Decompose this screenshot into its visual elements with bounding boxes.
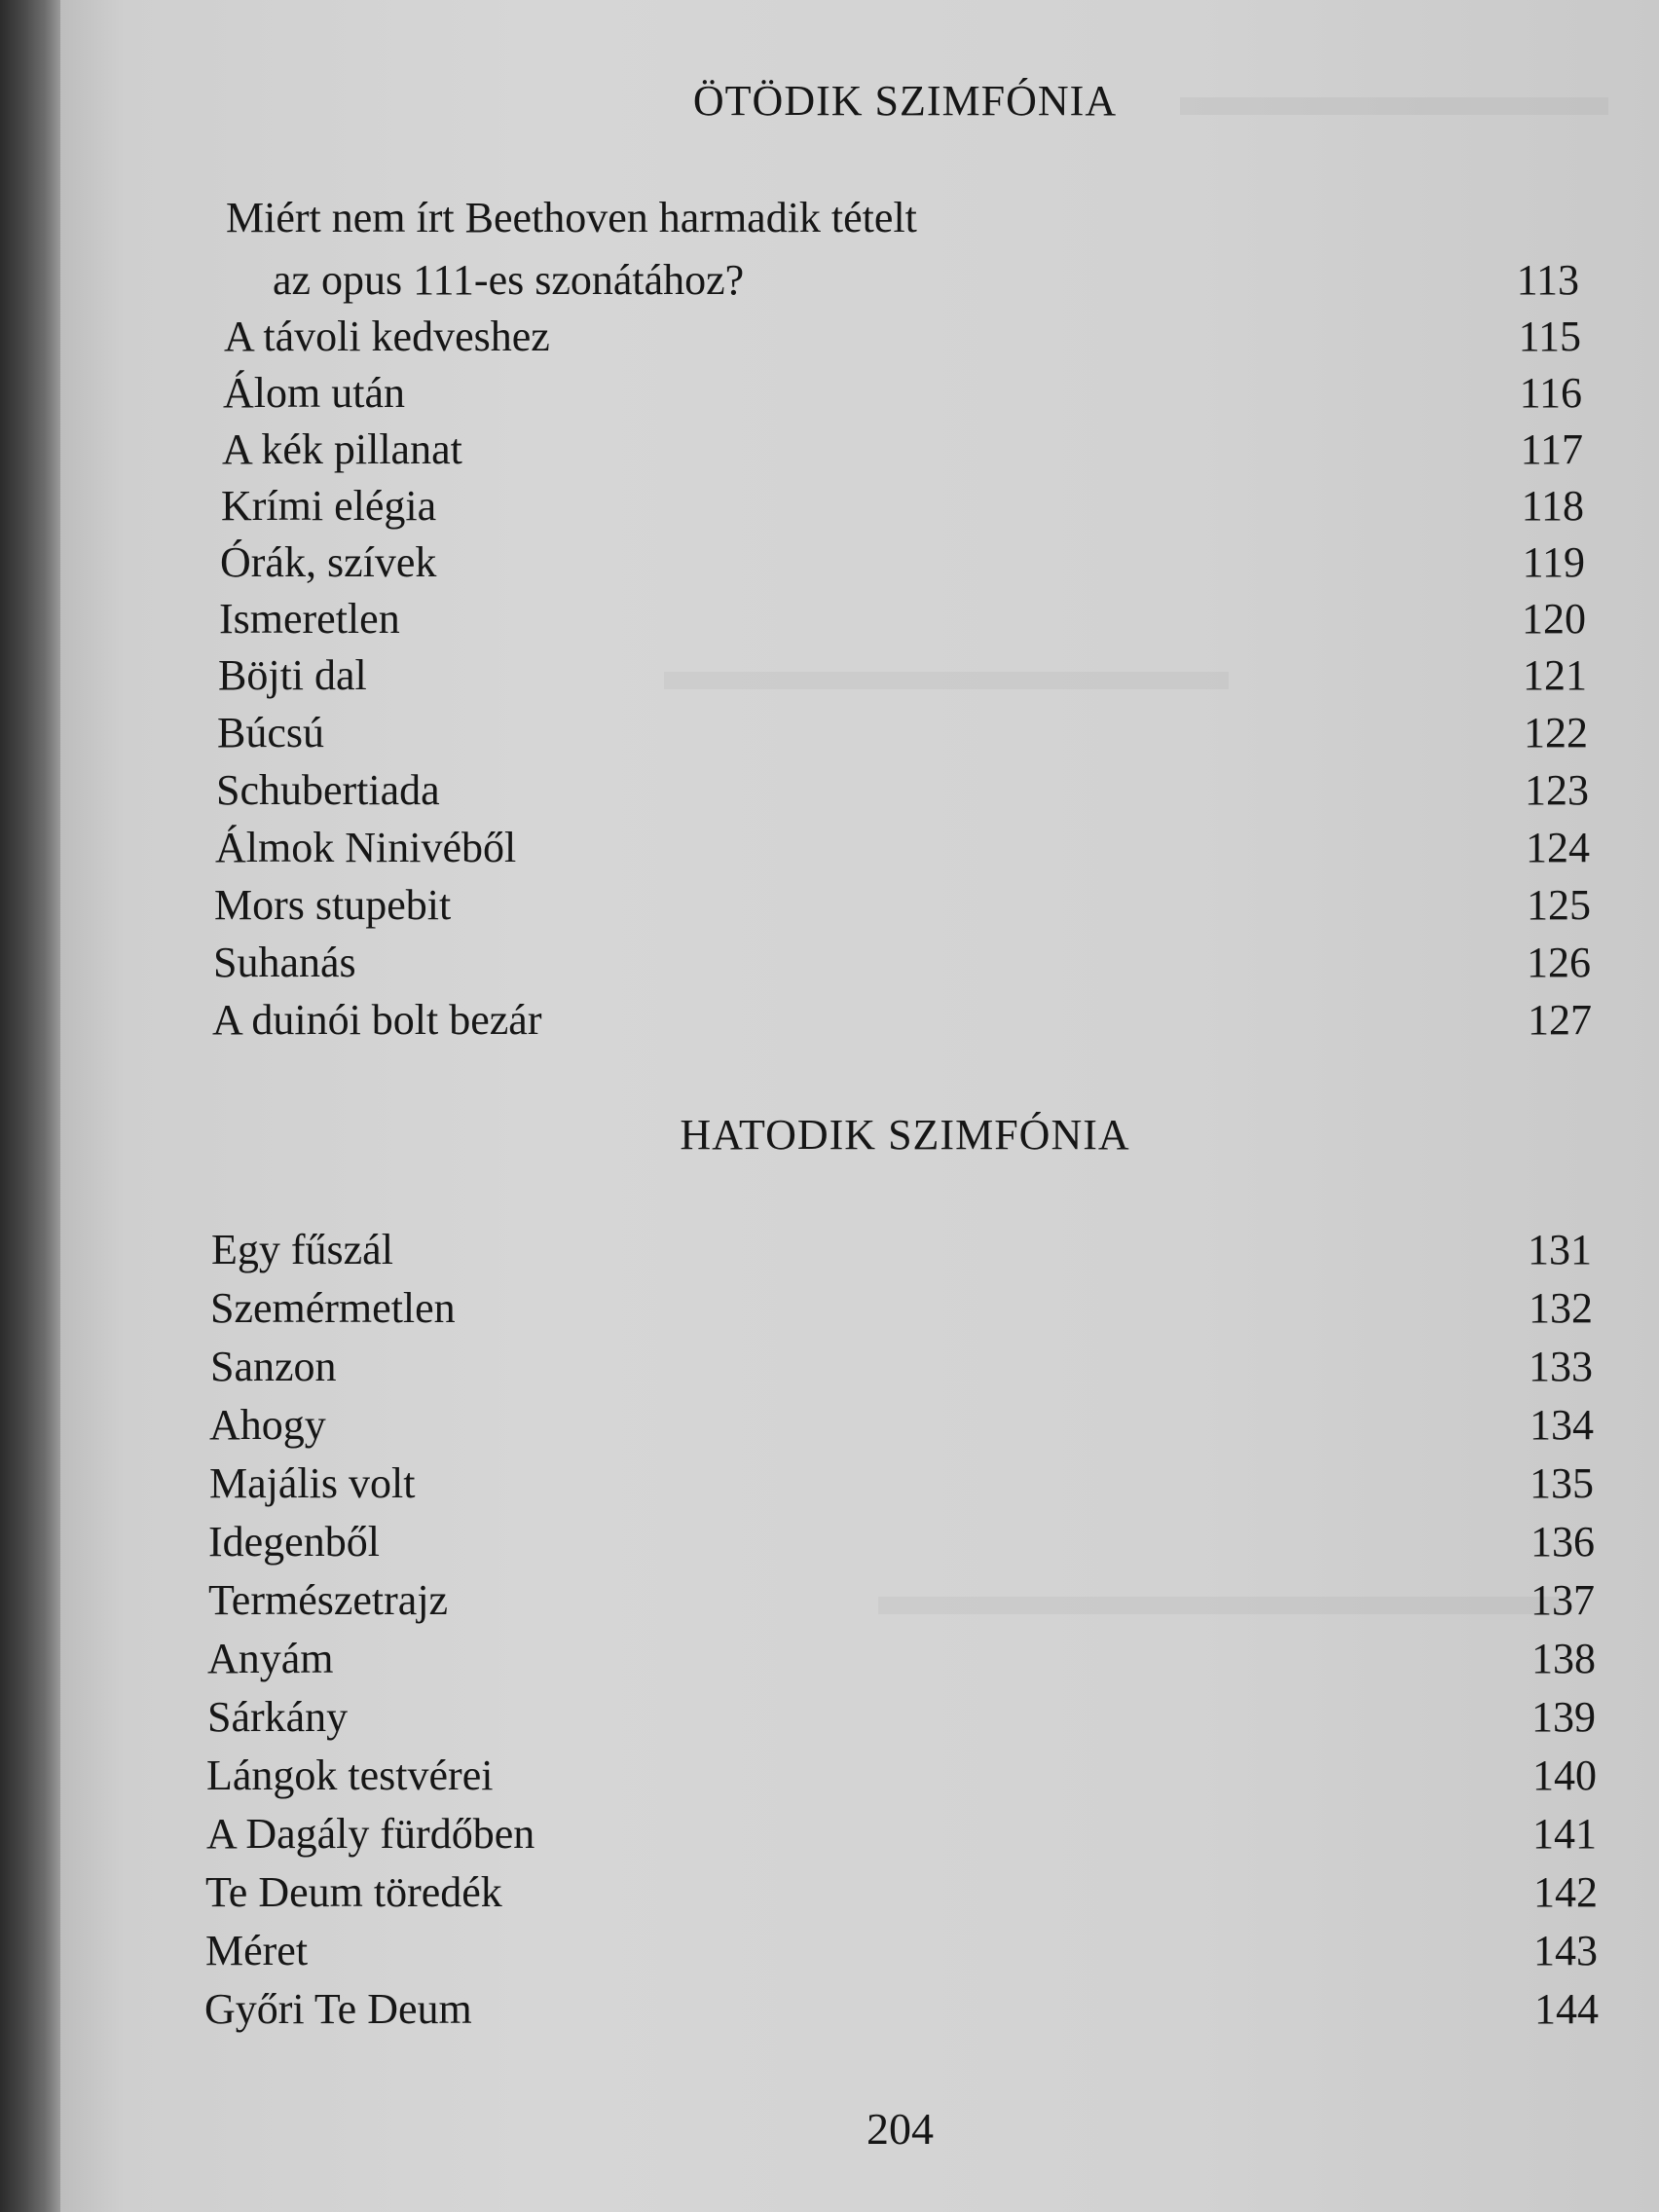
toc-entry-title: Méret: [205, 1927, 309, 1974]
toc-entry-page: 125: [1527, 881, 1591, 929]
toc-entry-title: A Dagály fürdőben: [206, 1810, 535, 1858]
toc-entry[interactable]: [60, 193, 1659, 247]
toc-entry[interactable]: [60, 368, 1659, 423]
book-spine-shadow: [0, 0, 60, 2212]
toc-entry-title: Miért nem írt Beethoven harmadik tételt: [226, 194, 917, 241]
toc-entry[interactable]: [60, 708, 1659, 762]
toc-entry[interactable]: [60, 1926, 1659, 1980]
toc-entry-title: Böjti dal: [218, 651, 367, 699]
toc-entry[interactable]: [60, 823, 1659, 877]
toc-entry-title: Schubertiada: [216, 766, 440, 814]
toc-entry-title: Órák, szívek: [220, 538, 437, 586]
toc-entry-page: 126: [1527, 939, 1591, 986]
toc-entry-title: Álmok Ninivéből: [215, 824, 517, 871]
toc-entry-page: 136: [1530, 1518, 1595, 1566]
toc-entry-title: Egy fűszál: [211, 1226, 393, 1273]
toc-entry-page: 135: [1530, 1459, 1594, 1507]
book-page: [60, 0, 1659, 2212]
toc-entry[interactable]: [60, 424, 1659, 479]
toc-entry-page: 131: [1528, 1226, 1592, 1273]
toc-entry-title: Mors stupebit: [214, 881, 452, 929]
toc-entry-title: Álom után: [223, 369, 405, 417]
toc-entry-page: 115: [1518, 313, 1581, 360]
toc-entry-page: 144: [1534, 1985, 1599, 2033]
toc-entry-page: 117: [1520, 425, 1583, 473]
toc-entry-page: 134: [1530, 1401, 1594, 1449]
toc-entry[interactable]: [60, 650, 1659, 705]
toc-entry-page: 113: [1516, 256, 1579, 304]
toc-entry-page: 143: [1533, 1927, 1598, 1974]
toc-entry[interactable]: [60, 1984, 1659, 2039]
toc-entry-title: Anyám: [207, 1635, 334, 1682]
toc-entry[interactable]: [60, 1283, 1659, 1338]
toc-entry[interactable]: [60, 594, 1659, 648]
toc-entry[interactable]: [60, 481, 1659, 535]
toc-entry-title: Krími elégia: [221, 482, 437, 530]
toc-entry-page: 121: [1523, 651, 1587, 699]
toc-entry-page: 139: [1531, 1693, 1596, 1741]
toc-entry[interactable]: [60, 1575, 1659, 1630]
toc-entry-page: 123: [1525, 766, 1589, 814]
toc-entry[interactable]: [60, 312, 1659, 366]
toc-entry-title: A duinói bolt bezár: [212, 996, 542, 1044]
toc-entry[interactable]: [60, 1634, 1659, 1688]
toc-entry[interactable]: [60, 1400, 1659, 1455]
toc-entry[interactable]: [60, 938, 1659, 992]
toc-entry-page: 120: [1522, 595, 1586, 643]
toc-entry-title: Sárkány: [207, 1693, 349, 1741]
toc-entry[interactable]: [60, 1692, 1659, 1747]
toc-entry-title: Ismeretlen: [219, 595, 400, 643]
toc-entry-page: 122: [1524, 709, 1588, 756]
toc-entry-title: az opus 111-es szonátához?: [273, 256, 745, 304]
toc-entry-page: 138: [1531, 1635, 1596, 1682]
toc-entry-page: 140: [1532, 1751, 1597, 1799]
toc-entry-page: 142: [1533, 1868, 1598, 1916]
toc-entry-title: Majális volt: [209, 1459, 416, 1507]
toc-entry-page: 141: [1532, 1810, 1597, 1858]
toc-entry-title: Ahogy: [209, 1401, 326, 1449]
toc-entry-title: A távoli kedveshez: [224, 313, 550, 360]
toc-entry[interactable]: [60, 765, 1659, 820]
toc-entry[interactable]: [60, 995, 1659, 1050]
toc-entry-title: Szemérmetlen: [210, 1284, 456, 1332]
toc-entry[interactable]: [60, 1809, 1659, 1863]
toc-entry-page: 116: [1519, 369, 1582, 417]
toc-entry-title: Te Deum töredék: [205, 1868, 502, 1916]
toc-entry[interactable]: [60, 1342, 1659, 1396]
toc-entry-title: A kék pillanat: [222, 425, 462, 473]
toc-entry-page: 137: [1530, 1576, 1595, 1624]
toc-entry-title: Idegenből: [208, 1518, 380, 1566]
toc-entry[interactable]: [60, 1751, 1659, 1805]
toc-entry[interactable]: [60, 1517, 1659, 1571]
toc-entry-page: 119: [1522, 538, 1585, 586]
section-title-hatodik: HATODIK SZIMFÓNIA: [680, 1111, 1130, 1159]
toc-entry[interactable]: [60, 1225, 1659, 1279]
toc-entry-title: Suhanás: [213, 939, 356, 986]
toc-entry[interactable]: [60, 255, 1659, 310]
page-number: 204: [866, 2104, 934, 2154]
toc-entry[interactable]: [60, 1458, 1659, 1513]
toc-entry-title: Búcsú: [217, 709, 324, 756]
toc-entry-title: Lángok testvérei: [206, 1751, 494, 1799]
toc-entry[interactable]: [60, 1867, 1659, 1922]
toc-entry-page: 124: [1526, 824, 1590, 871]
toc-entry-title: Győri Te Deum: [204, 1985, 472, 2033]
toc-entry-page: 133: [1529, 1343, 1593, 1390]
toc-entry-title: Természetrajz: [208, 1576, 449, 1624]
toc-entry-page: 132: [1529, 1284, 1593, 1332]
toc-entry-page: 127: [1528, 996, 1592, 1044]
toc-entry-page: 118: [1521, 482, 1584, 530]
toc-entry[interactable]: [60, 880, 1659, 935]
toc-entry-title: Sanzon: [210, 1343, 337, 1390]
toc-entry[interactable]: [60, 537, 1659, 592]
section-title-otodik: ÖTÖDIK SZIMFÓNIA: [692, 77, 1118, 125]
